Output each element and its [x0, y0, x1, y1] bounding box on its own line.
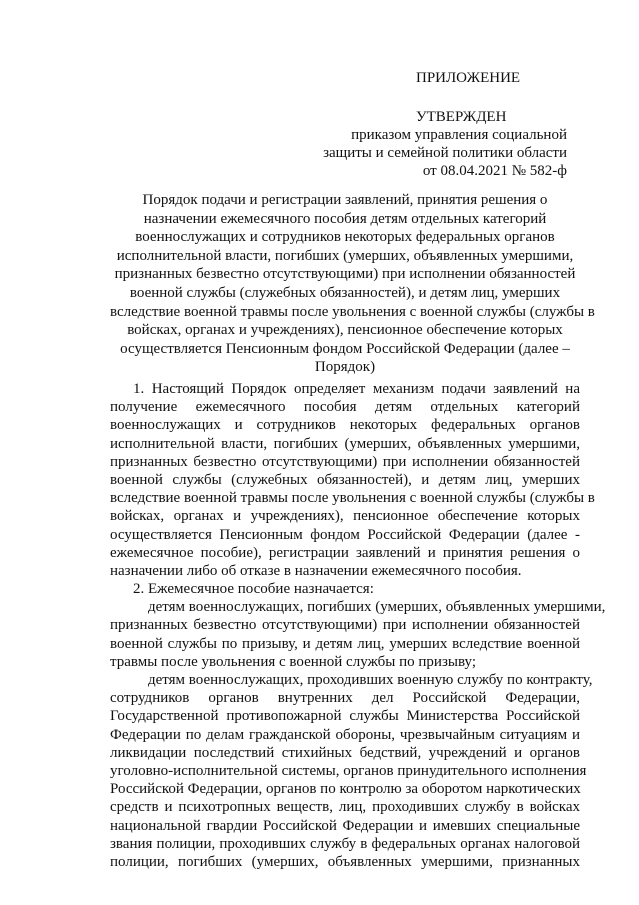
paragraph: [110, 671, 593, 871]
paragraph-line: осуществляется Пенсионным фондом Российской Федерации (далее -: [110, 526, 580, 543]
order-line: от 08.04.2021 № 582-ф: [422, 163, 567, 179]
paragraph-line: Федерации по делам гражданской обороны, чрезвычайным ситуациям и: [110, 726, 580, 743]
appendix-label: ПРИЛОЖЕНИЕ: [416, 70, 521, 86]
paragraph-line: ликвидации последствий стихийных бедствий, учреждений и органов: [110, 744, 580, 761]
paragraph-line: детям военнослужащих, погибших (умерших, объявленных умершими,: [148, 599, 606, 616]
title-line: Порядок подачи и регистрации заявлений, принятия решения о: [142, 192, 548, 208]
paragraph-line: 2. Ежемесячное пособие назначается:: [133, 581, 374, 598]
title-line: исполнительной власти, погибших (умерших, объявленных умершими,: [116, 247, 574, 264]
paragraph-line: вследствие военной травмы после увольнения с военной службы (службы в: [110, 490, 595, 507]
paragraph-line: признанных безвестно отсутствующими) при исполнении обязанностей: [110, 617, 580, 634]
paragraph: [110, 598, 606, 671]
paragraph-line: военной службы (служебных обязанностей), и детям лиц, умерших: [110, 471, 580, 488]
title-line: назначении ежемесячного пособия детям отдельных категорий: [143, 210, 547, 227]
paragraph-line: ежемесячное пособие), регистрации заявлений и принятия решения о: [110, 544, 580, 561]
order-line: приказом управления социальной: [351, 127, 567, 143]
paragraph-line: признанных безвестно отсутствующими) при исполнении обязанностей: [110, 453, 580, 470]
title-line: военнослужащих и сотрудников некоторых федеральных органов: [135, 229, 555, 246]
title-line: военной службы (служебных обязанностей), и детям лиц, умерших: [129, 284, 561, 301]
paragraph-line: травмы после увольнения с военной службы по призыву;: [110, 653, 476, 670]
approved-label: УТВЕРЖДЕН: [416, 109, 507, 125]
paragraph-line: полиции, погибших (умерших, объявленных умершими, признанных: [110, 853, 580, 870]
paragraph-line: сотрудников органов внутренних дел Российской Федерации,: [110, 690, 580, 707]
document-title: [110, 191, 595, 377]
title-line: признанных безвестно отсутствующими) при исполнении обязанностей: [114, 266, 576, 283]
paragraph-line: военной службы по призыву, и детям лиц, умерших вследствие военной: [110, 635, 580, 652]
paragraph-line: назначении либо об отказе в назначении ежемесячного пособия.: [110, 562, 522, 579]
title-line: вследствие военной травмы после увольнения с военной службы (службы в: [110, 303, 595, 320]
title-line: Порядок): [314, 359, 376, 376]
paragraph-line: звания полиции, проходивших службу в федеральных органах налоговой: [110, 835, 580, 852]
paragraph-line: войсках, органах и учреждениях), пенсионное обеспечение которых: [110, 508, 580, 525]
paragraph: [110, 580, 580, 598]
title-line: осуществляется Пенсионным фондом Российской Федерации (далее –: [120, 340, 570, 357]
paragraph-line: 1. Настоящий Порядок определяет механизм подачи заявлений на: [133, 381, 580, 397]
order-line: защиты и семейной политики области: [323, 145, 567, 161]
paragraph-line: уголовно-исполнительной системы, органов принудительного исполнения: [110, 762, 587, 779]
paragraph-line: исполнительной власти, погибших (умерших, объявленных умершими,: [110, 435, 580, 452]
paragraph-line: получение ежемесячного пособия детям отдельных категорий: [110, 399, 580, 416]
paragraph-line: Российской Федерации, органов по контролю за оборотом наркотических: [110, 781, 581, 798]
paragraph-line: средств и психотропных веществ, лиц, проходивших службу в войсках: [110, 799, 580, 816]
approval-order-reference: [267, 126, 567, 180]
paragraph-line: Государственной противопожарной службы Министерства Российской: [110, 708, 580, 725]
paragraph-line: детям военнослужащих, проходивших военную службу по контракту,: [148, 672, 593, 688]
paragraph-line: национальной гвардии Российской Федерации и имевших специальные: [110, 817, 580, 834]
title-line: войсках, органах и учреждениях), пенсионное обеспечение которых: [127, 322, 563, 339]
paragraph: [110, 380, 595, 580]
document-body: [110, 380, 606, 871]
paragraph-line: военнослужащих и сотрудников некоторых федеральных органов: [110, 417, 580, 434]
